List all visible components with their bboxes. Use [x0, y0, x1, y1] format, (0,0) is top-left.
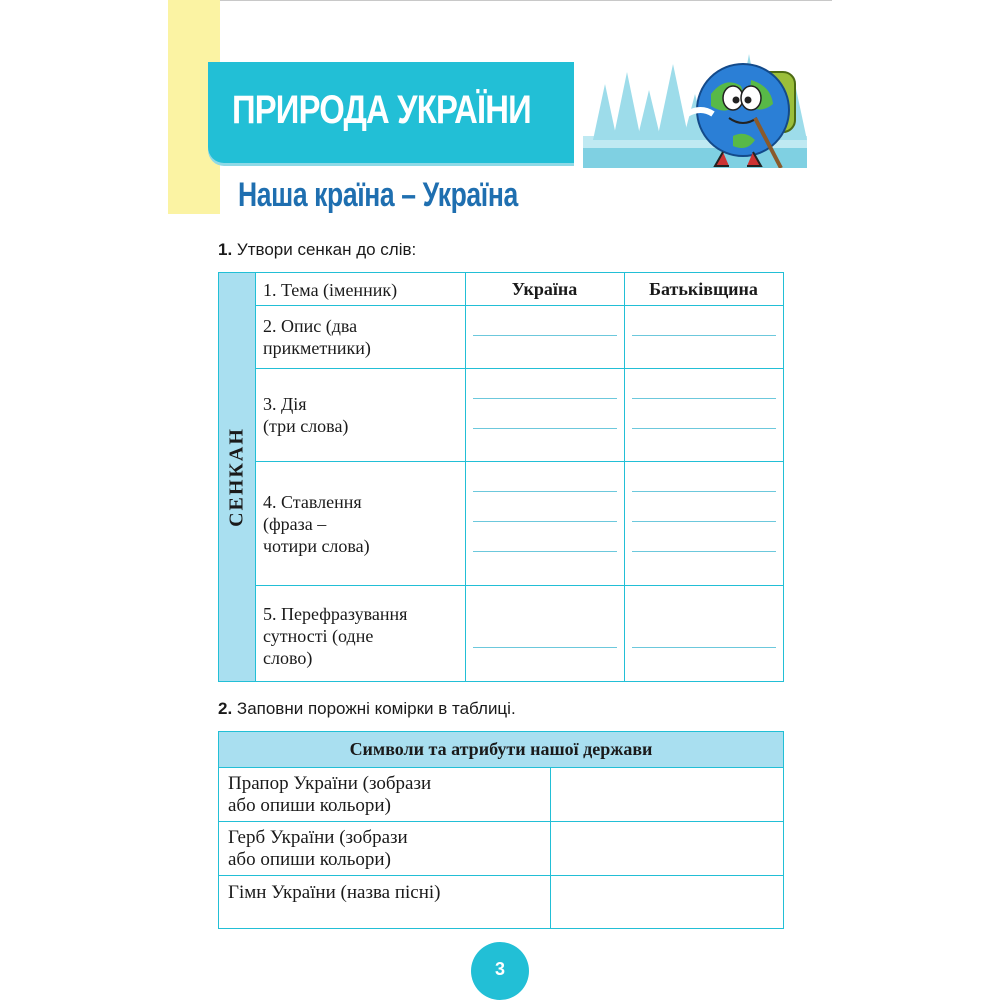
- row-label-line: слово): [263, 648, 313, 668]
- section-title: ПРИРОДА УКРАЇНИ: [232, 88, 531, 132]
- section-title-band: [208, 62, 574, 163]
- task1-prompt: [218, 240, 416, 260]
- column-header-ukraine: Україна: [511, 279, 578, 299]
- top-rule: [168, 0, 832, 1]
- answer-line-batkivshchyna-synonym[interactable]: [632, 647, 776, 648]
- row-label-line: (три слова): [263, 416, 349, 436]
- symbol-label-line: або опиши кольори): [228, 849, 391, 870]
- state-symbols-header-cell: [219, 732, 783, 768]
- row-label-line: прикметники): [263, 338, 371, 358]
- symbol-label-anthem: [228, 882, 441, 904]
- answer-line-batkivshchyna-description[interactable]: [632, 335, 776, 336]
- state-symbols-header: Символи та атрибути нашої держави: [349, 739, 653, 759]
- state-symbols-table: [218, 731, 784, 929]
- task2-text: Заповни порожні комірки в таблиці.: [236, 699, 516, 718]
- lesson-title: Наша країна – Україна: [238, 176, 518, 214]
- row-label-line: 4. Ставлення: [263, 492, 362, 512]
- answer-line-ukraine-action[interactable]: [473, 398, 617, 399]
- answer-line-batkivshchyna-attitude[interactable]: [632, 551, 776, 552]
- symbol-label-line: Прапор України (зобрази: [228, 773, 432, 794]
- row-label-line: 1. Тема (іменник): [263, 280, 398, 300]
- answer-line-batkivshchyna-attitude[interactable]: [632, 521, 776, 522]
- sinkan-side-label: СЕНКАН: [225, 427, 248, 527]
- row-label-3: [263, 393, 348, 437]
- row-label-line: (фраза –: [263, 514, 327, 534]
- task2-prompt: [218, 699, 516, 719]
- row-label-line: чотири слова): [263, 536, 370, 556]
- row-label-line: 3. Дія: [263, 394, 307, 414]
- column-header-batkivshchyna: Батьківщина: [649, 279, 758, 299]
- answer-line-ukraine-description[interactable]: [473, 335, 617, 336]
- row-label-4: [263, 491, 370, 557]
- row-label-line: 5. Перефразування: [263, 604, 408, 624]
- sinkan-side-label-cell: [219, 273, 256, 681]
- answer-line-batkivshchyna-action[interactable]: [632, 428, 776, 429]
- answer-cell-anthem[interactable]: [551, 876, 783, 928]
- symbol-label-coat-of-arms: [228, 827, 408, 871]
- symbol-label-line: або опиши кольори): [228, 795, 391, 816]
- answer-cell-flag[interactable]: [551, 768, 783, 821]
- task1-text: Утвори сенкан до слів:: [236, 240, 417, 259]
- globe-hiker-illustration: [583, 44, 807, 168]
- symbol-label-flag: [228, 773, 431, 817]
- symbol-label-line: Герб України (зобрази: [228, 827, 408, 848]
- answer-line-ukraine-attitude[interactable]: [473, 551, 617, 552]
- row-label-line: сутності (одне: [263, 626, 374, 646]
- answer-line-ukraine-action[interactable]: [473, 428, 617, 429]
- answer-cell-coat-of-arms[interactable]: [551, 822, 783, 875]
- row-label-5: [263, 603, 407, 669]
- answer-line-batkivshchyna-action[interactable]: [632, 398, 776, 399]
- page-number: 3: [494, 959, 505, 979]
- task2-number: 2.: [218, 699, 233, 718]
- sinkan-table: [218, 272, 784, 682]
- answer-line-ukraine-attitude[interactable]: [473, 491, 617, 492]
- answer-line-ukraine-attitude[interactable]: [473, 521, 617, 522]
- symbol-label-line: Гімн України (назва пісні): [228, 882, 441, 903]
- row-label-1: [263, 279, 397, 301]
- page-number-badge: [471, 942, 529, 1000]
- answer-line-ukraine-synonym[interactable]: [473, 647, 617, 648]
- row-label-line: 2. Опис (два: [263, 316, 358, 336]
- answer-line-batkivshchyna-attitude[interactable]: [632, 491, 776, 492]
- row-label-2: [263, 315, 371, 359]
- task1-number: 1.: [218, 240, 233, 259]
